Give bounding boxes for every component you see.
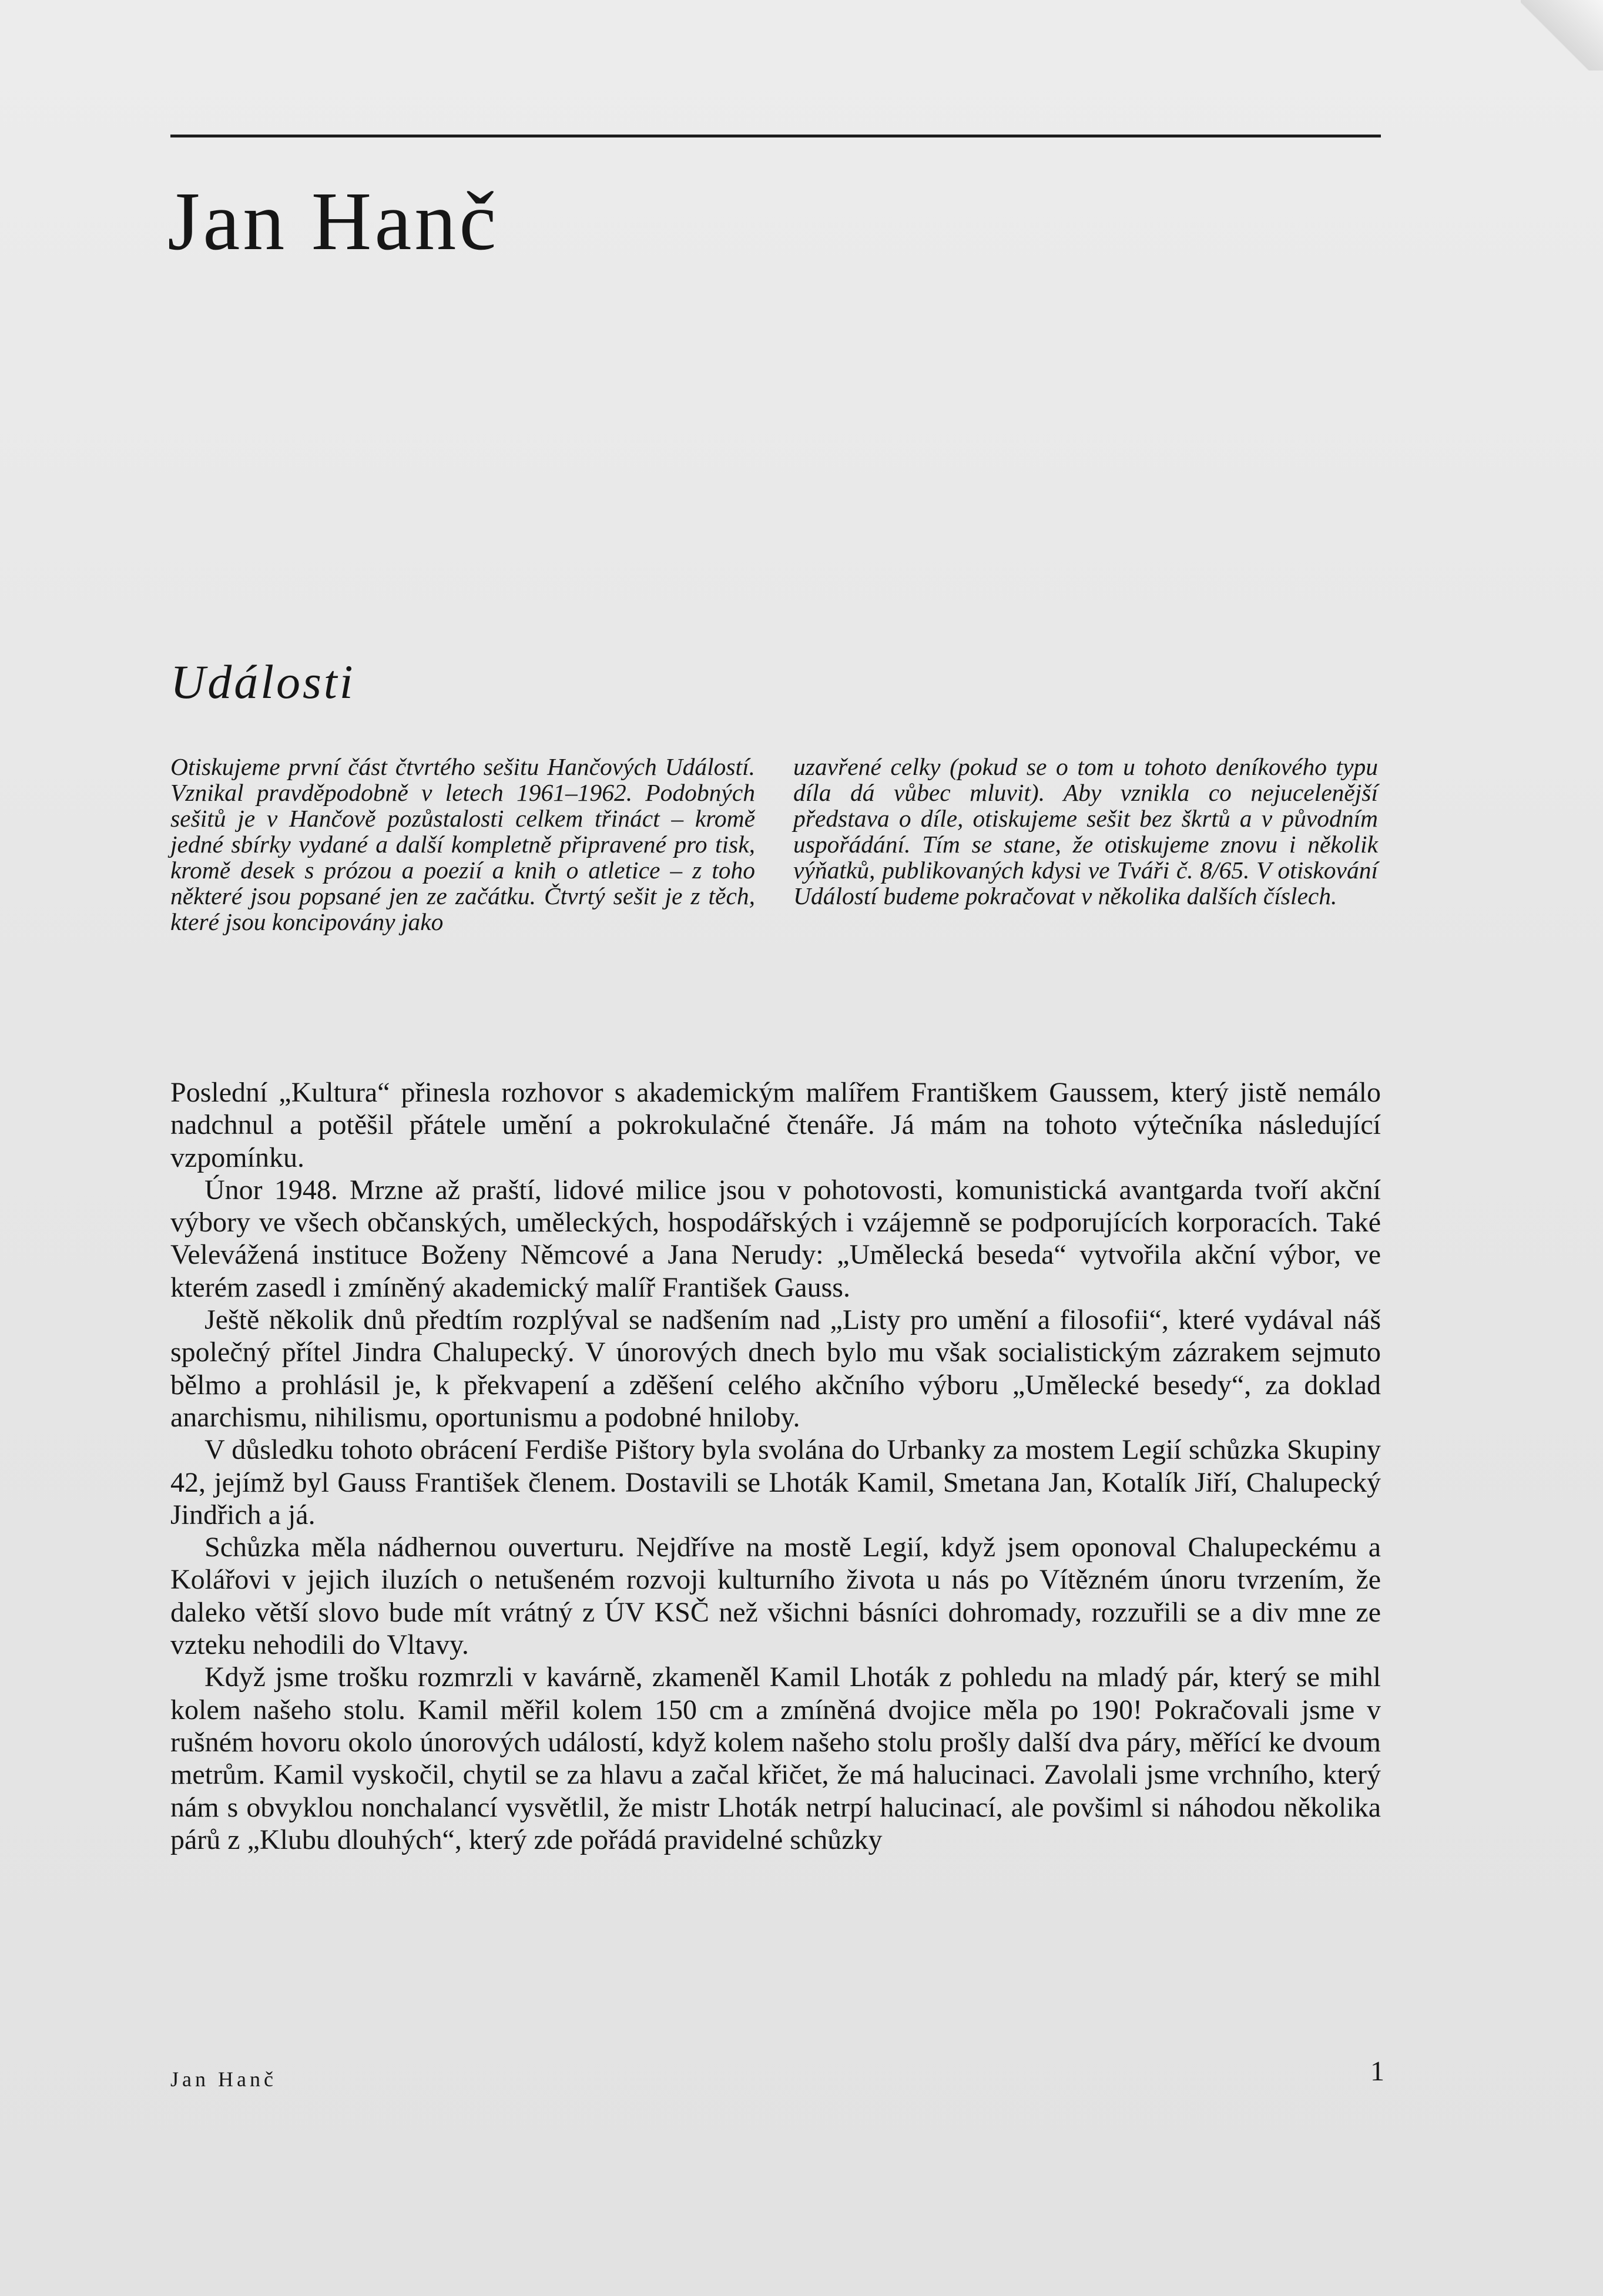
section-title: Události — [170, 655, 356, 709]
intro-column-right: uzavřené celky (pokud se o tom u tohoto deníkového typu díla dá vůbec mluvit). Aby vznikla co nejucelenější představa o díle, otiskujeme sešit bez škrtů a v původním uspořádání. Tím se stane, že otiskujeme znovu i několik výňatků, publikovaných kdysi ve Tváři č. 8/65. V otiskování Událostí budeme pokračovat v několika dalších číslech. — [793, 753, 1378, 909]
body-paragraph: V důsledku tohoto obrácení Ferdiše Pištory byla svolána do Urbanky za mostem Legií schůzka Skupiny 42, jejímž byl Gauss František členem. Dostavili se Lhoták Kamil, Smetana Jan, Kotalík Jiří, Chalupecký Jindřich a já. — [170, 1434, 1381, 1530]
author-title: Jan Hanč — [167, 174, 499, 267]
body-paragraph: Když jsme trošku rozmrzli v kavárně, zkameněl Kamil Lhoták z pohledu na mladý pár, který se mihl kolem našeho stolu. Kamil měřil kolem 150 cm a zmíněná dvojice měla po 190! Pokračovali jsme v rušném hovoru okolo únorových událostí, když kolem našeho stolu prošly další dva páry, měřící ke dvoum metrům. Kamil vyskočil, chytil se za hlavu a začal křičet, že má halucinaci. Zavolali jsme vrchního, který nám s obvyklou nonchalancí vysvětlil, že mistr Lhoták netrpí halucinací, ale povšiml si náhodou několika párů z „Klubu dlouhých“, který zde pořádá pravidelné schůzky — [170, 1661, 1381, 1855]
body-paragraph: Poslední „Kultura“ přinesla rozhovor s akademickým malířem Františkem Gaussem, který jistě nemálo nadchnul a potěšil přátele umění a pokrokulačné čtenáře. Já mám na tohoto výtečníka následující vzpomínku. — [170, 1077, 1381, 1173]
body-paragraph: Ještě několik dnů předtím rozplýval se nadšením nad „Listy pro umění a filosofii“, které vydával náš společný přítel Jindra Chalupecký. V únorových dnech bylo mu však socialistickým zázrakem sejmuto bělmo a prohlásil je, k překvapení a zděšení celého akčního výboru „Umělecké besedy“, za doklad anarchismu, nihilismu, oportunismu a podobné hniloby. — [170, 1304, 1381, 1433]
article-body — [170, 1076, 1381, 1856]
page-number: 1 — [1370, 2056, 1384, 2087]
body-paragraph: Schůzka měla nádhernou ouverturu. Nejdříve na mostě Legií, když jsem oponoval Chalupeckému a Kolářovi v jejich iluzích o netušeném rozvoji kulturního života u nás po Vítězném únoru tvrzením, že daleko větší slovo bude mít vrátný z ÚV KSČ než všichni básníci dohromady, rozzuřili se a div mne ze vzteku nehodili do Vltavy. — [170, 1532, 1381, 1661]
folded-corner — [1521, 0, 1603, 71]
body-paragraph: Únor 1948. Mrzne až praští, lidové milice jsou v pohotovosti, komunistická avantgarda tvoří akční výbory ve všech občanských, uměleckých, hospodářských i vzájemně se podporujících korporacích. Také Velevážená instituce Boženy Němcové a Jana Nerudy: „Umělecká beseda“ vytvořila akční výbor, ve kterém zasedl i zmíněný akademický malíř František Gauss. — [170, 1174, 1381, 1303]
header-rule — [170, 135, 1381, 137]
intro-column-left: Otiskujeme první část čtvrtého sešitu Hančových Událostí. Vznikal pravděpodobně v letech 1961–1962. Podobných sešitů je v Hančově pozůstalosti celkem třináct – kromě jedné sbírky vydané a další kompletně připravené pro tisk, kromě desek s prózou a poezií a knih o atletice – z toho některé jsou popsané jen ze začátku. Čtvrtý sešit je z těch, které jsou koncipovány jako — [170, 753, 755, 935]
footer-author: Jan Hanč — [170, 2067, 277, 2091]
